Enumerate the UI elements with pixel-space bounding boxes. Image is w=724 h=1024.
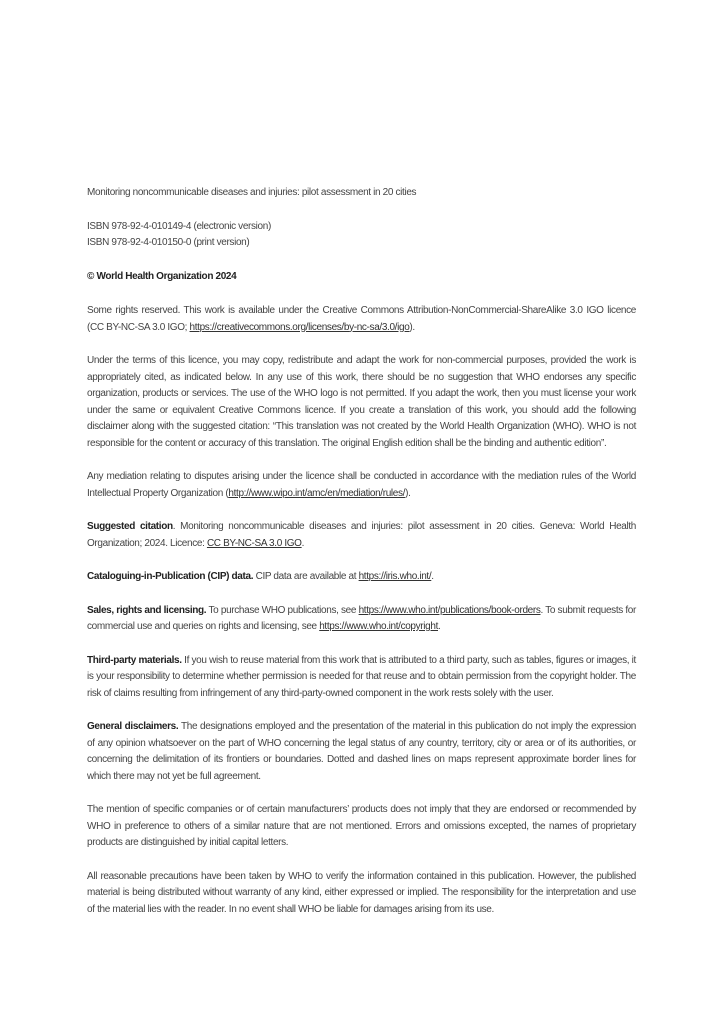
copyright-notice: © World Health Organization 2024	[87, 270, 237, 282]
rights-paragraph	[87, 303, 636, 336]
general-disclaimers-text: The designations employed and the presentation of the material in this publication do not imply the expression of any opinion whatsoever on the part of WHO concerning the legal status of any country, territory, city or area or of its authorities, or concerning the delimitation of its frontiers or boundaries. Dotted and dashed lines on maps represent approximate border lines for which there may not yet be full agreement.	[87, 721, 636, 782]
copyright-link[interactable]: https://www.who.int/copyright	[319, 621, 438, 632]
mediation-paragraph	[87, 469, 636, 502]
rights-text-end: ).	[409, 321, 415, 333]
mediation-text-end: ).	[405, 487, 411, 499]
publication-title: Monitoring noncommunicable diseases and injuries: pilot assessment in 20 cities	[87, 187, 417, 198]
general-disclaimers-paragraph	[87, 719, 636, 785]
sales-label: Sales, rights and licensing.	[87, 604, 207, 616]
general-disclaimers-label: General disclaimers.	[87, 721, 179, 732]
sales-paragraph	[87, 603, 636, 636]
rights-text: Some rights reserved. This work is available under the Creative Commons Attribution-NonCommercial-ShareAlike 3.0 IGO licence (CC BY-NC-SA 3.0 IGO;	[87, 305, 636, 333]
isbn-electronic: ISBN 978-92-4-010149-4 (electronic version)	[87, 220, 271, 232]
cip-paragraph	[87, 569, 636, 586]
citation-licence-link[interactable]: CC BY-NC-SA 3.0 IGO	[206, 537, 302, 549]
cip-text-end: .	[431, 571, 434, 582]
sales-text-end: .	[438, 621, 441, 632]
book-orders-link[interactable]: https://www.who.int/publications/book-orders	[358, 604, 541, 616]
iris-link[interactable]: https://iris.who.int/	[358, 571, 432, 582]
sales-text-2: . To submit requests for commercial use and queries on rights and licensing, see	[87, 604, 636, 632]
citation-paragraph	[87, 519, 636, 552]
third-party-text: If you wish to reuse material from this work that is attributed to a third party, such as tables, figures or images, it is your responsibility to determine whether permission is needed for that reuse and to obtain permission from the copyright holder. The risk of claims resulting from infringement of any third-party-owned component in the work rests solely with the user.	[87, 654, 636, 699]
third-party-label: Third-party materials.	[87, 654, 182, 666]
cc-licence-link[interactable]: https://creativecommons.org/licenses/by-nc-sa/3.0/igo	[189, 321, 410, 333]
isbn-print: ISBN 978-92-4-010150-0 (print version)	[87, 237, 250, 248]
citation-text: . Monitoring noncommunicable diseases and injuries: pilot assessment in 20 cities. Geneva: World Health Organization; 2024. Licence:	[87, 521, 636, 549]
document-body	[87, 185, 636, 918]
third-party-paragraph	[87, 653, 636, 703]
mediation-text: Any mediation relating to disputes arising under the licence shall be conducted in accordance with the mediation rules of the World Intellectual Property Organization (	[87, 471, 636, 499]
sales-text: To purchase WHO publications, see	[206, 604, 359, 616]
licence-terms-paragraph: Under the terms of this licence, you may copy, redistribute and adapt the work for non-commercial purposes, provided the work is appropriately cited, as indicated below. In any use of this work, there should be no suggestion that WHO endorses any specific organization, products or services. The use of the WHO logo is not permitted. If you adapt the work, then you must license your work under the same or equivalent Creative Commons licence. If you create a translation of this work, you should add the following disclaimer along with the suggested citation: “This translation was not created by the World Health Organization (WHO). WHO is not responsible for the content or accuracy of this translation. The original English edition shall be the binding and authentic edition”.	[87, 355, 636, 449]
cip-text: CIP data are available at	[253, 571, 359, 582]
citation-text-end: .	[301, 537, 305, 549]
cip-label: Cataloguing-in-Publication (CIP) data.	[87, 571, 254, 582]
citation-label: Suggested citation	[87, 521, 173, 532]
precautions-paragraph: All reasonable precautions have been taken by WHO to verify the information contained in this publication. However, the published material is being distributed without warranty of any kind, either expressed or implied. The responsibility for the interpretation and use of the material lies with the reader. In no event shall WHO be liable for damages arising from its use.	[87, 870, 636, 915]
wipo-mediation-link[interactable]: http://www.wipo.int/amc/en/mediation/rules/	[228, 487, 406, 499]
companies-paragraph: The mention of specific companies or of certain manufacturers’ products does not imply that they are endorsed or recommended by WHO in preference to others of a similar nature that are not mentioned. Errors and omissions excepted, the names of proprietary products are distinguished by initial capital letters.	[87, 804, 636, 848]
